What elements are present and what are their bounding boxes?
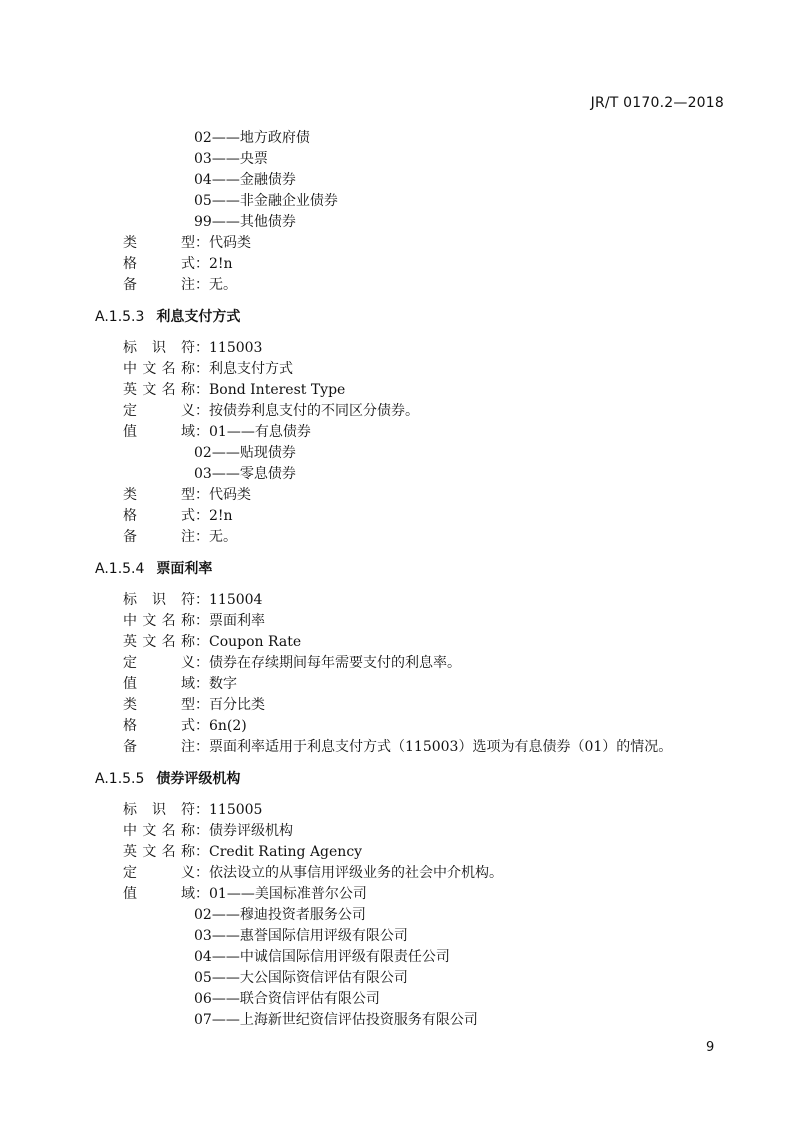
field-row: 类型：百分比类 bbox=[123, 697, 265, 713]
field-row: 定义：债券在存续期间每年需要支付的利息率。 bbox=[123, 655, 461, 671]
field-label: 格式 bbox=[123, 256, 195, 272]
field-label: 备注 bbox=[123, 739, 195, 755]
document-code: JR/T 0170.2—2018 bbox=[590, 95, 724, 111]
field-label: 类型 bbox=[123, 487, 195, 503]
field-row: 英文名称：Credit Rating Agency bbox=[123, 844, 363, 860]
field-label: 格式 bbox=[123, 718, 195, 734]
field-value: 无。 bbox=[209, 529, 237, 545]
value-item: 07——上海新世纪资信评估投资服务有限公司 bbox=[194, 1012, 478, 1028]
section-number: A.1.5.3 bbox=[95, 309, 145, 325]
field-label: 中文名称 bbox=[123, 613, 195, 629]
field-value: 01——美国标准普尔公司 bbox=[209, 886, 367, 902]
field-value: Credit Rating Agency bbox=[209, 844, 363, 860]
section-heading bbox=[95, 307, 240, 327]
field-label: 值域 bbox=[123, 676, 195, 692]
value-item: 06——联合资信评估有限公司 bbox=[194, 991, 380, 1007]
value-item: 05——非金融企业债券 bbox=[194, 193, 338, 209]
field-row: 定义：按债券利息支付的不同区分债券。 bbox=[123, 403, 419, 419]
field-label: 值域 bbox=[123, 424, 195, 440]
section-title: 利息支付方式 bbox=[156, 309, 241, 325]
field-label: 中文名称 bbox=[123, 361, 195, 377]
field-row: 标识符：115003 bbox=[123, 340, 263, 356]
field-label: 标识符 bbox=[123, 802, 195, 818]
field-value: 2!n bbox=[209, 508, 233, 524]
page-number: 9 bbox=[706, 1040, 715, 1055]
field-value: 代码类 bbox=[209, 487, 251, 503]
field-label: 定义 bbox=[123, 403, 195, 419]
field-row: 英文名称：Coupon Rate bbox=[123, 634, 302, 650]
value-item: 02——地方政府债 bbox=[194, 130, 310, 146]
value-item: 03——零息债券 bbox=[194, 466, 296, 482]
field-row: 备注：无。 bbox=[123, 529, 237, 545]
field-value: 债券在存续期间每年需要支付的利息率。 bbox=[209, 655, 461, 671]
field-row: 类型：代码类 bbox=[123, 235, 251, 251]
value-item: 02——穆迪投资者服务公司 bbox=[194, 907, 366, 923]
section-title: 债券评级机构 bbox=[156, 771, 241, 787]
field-value: 115003 bbox=[209, 340, 263, 356]
field-row: 中文名称：票面利率 bbox=[123, 613, 265, 629]
field-label: 定义 bbox=[123, 865, 195, 881]
field-row: 格式：2!n bbox=[123, 256, 233, 272]
field-value: 6n(2) bbox=[209, 718, 247, 734]
field-value: 数字 bbox=[209, 676, 237, 692]
field-row: 中文名称：利息支付方式 bbox=[123, 361, 293, 377]
section-heading bbox=[95, 559, 212, 579]
field-label: 英文名称 bbox=[123, 844, 195, 860]
field-row: 定义：依法设立的从事信用评级业务的社会中介机构。 bbox=[123, 865, 503, 881]
field-label: 值域 bbox=[123, 886, 195, 902]
field-label: 中文名称 bbox=[123, 823, 195, 839]
field-row: 英文名称：Bond Interest Type bbox=[123, 382, 346, 398]
field-row: 格式：6n(2) bbox=[123, 718, 247, 734]
field-row: 值域：01——有息债券 bbox=[123, 424, 311, 440]
field-row: 备注：票面利率适用于利息支付方式（115003）选项为有息债券（01）的情况。 bbox=[123, 739, 673, 755]
field-row: 备注：无。 bbox=[123, 277, 237, 293]
field-value: 依法设立的从事信用评级业务的社会中介机构。 bbox=[209, 865, 503, 881]
field-value: 无。 bbox=[209, 277, 237, 293]
value-item: 03——央票 bbox=[194, 151, 268, 167]
value-item: 04——中诚信国际信用评级有限责任公司 bbox=[194, 949, 450, 965]
field-value: 债券评级机构 bbox=[209, 823, 293, 839]
value-item: 05——大公国际资信评估有限公司 bbox=[194, 970, 408, 986]
field-label: 英文名称 bbox=[123, 634, 195, 650]
field-label: 英文名称 bbox=[123, 382, 195, 398]
section-number: A.1.5.4 bbox=[95, 561, 145, 577]
field-label: 定义 bbox=[123, 655, 195, 671]
field-label: 备注 bbox=[123, 277, 195, 293]
value-item: 03——惠誉国际信用评级有限公司 bbox=[194, 928, 408, 944]
field-value: Coupon Rate bbox=[209, 634, 302, 650]
field-row: 值域：01——美国标准普尔公司 bbox=[123, 886, 367, 902]
field-value: 115004 bbox=[209, 592, 263, 608]
field-value: 2!n bbox=[209, 256, 233, 272]
field-value: 票面利率 bbox=[209, 613, 265, 629]
field-row: 类型：代码类 bbox=[123, 487, 251, 503]
field-label: 格式 bbox=[123, 508, 195, 524]
field-value: 利息支付方式 bbox=[209, 361, 293, 377]
field-value: 代码类 bbox=[209, 235, 251, 251]
field-label: 类型 bbox=[123, 697, 195, 713]
field-row: 值域：数字 bbox=[123, 676, 237, 692]
field-label: 类型 bbox=[123, 235, 195, 251]
value-item: 04——金融债券 bbox=[194, 172, 296, 188]
field-row: 格式：2!n bbox=[123, 508, 233, 524]
field-row: 标识符：115005 bbox=[123, 802, 263, 818]
field-label: 备注 bbox=[123, 529, 195, 545]
section-title: 票面利率 bbox=[156, 561, 213, 577]
field-value: 按债券利息支付的不同区分债券。 bbox=[209, 403, 419, 419]
field-value: 百分比类 bbox=[209, 697, 265, 713]
field-value: Bond Interest Type bbox=[209, 382, 346, 398]
value-item: 02——贴现债券 bbox=[194, 445, 296, 461]
field-label: 标识符 bbox=[123, 592, 195, 608]
value-item: 99——其他债券 bbox=[194, 214, 296, 230]
field-value: 115005 bbox=[209, 802, 263, 818]
field-row: 中文名称：债券评级机构 bbox=[123, 823, 293, 839]
field-value: 票面利率适用于利息支付方式（115003）选项为有息债券（01）的情况。 bbox=[209, 739, 673, 755]
field-label: 标识符 bbox=[123, 340, 195, 356]
section-number: A.1.5.5 bbox=[95, 771, 145, 787]
field-row: 标识符：115004 bbox=[123, 592, 263, 608]
section-heading bbox=[95, 769, 240, 789]
field-value: 01——有息债券 bbox=[209, 424, 311, 440]
